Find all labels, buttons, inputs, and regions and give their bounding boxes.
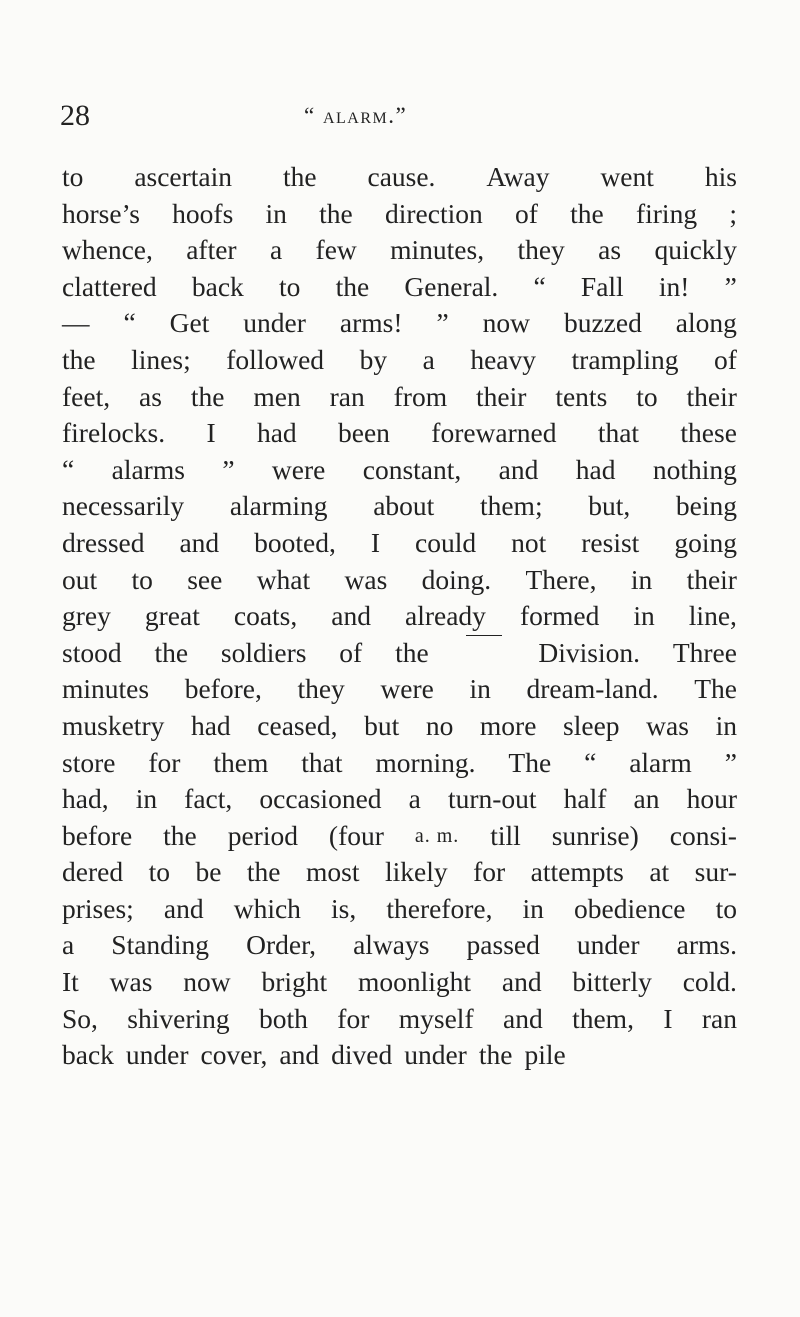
word: dream-land. — [526, 673, 659, 705]
word: from — [393, 380, 448, 412]
word: buzzed — [563, 307, 642, 339]
text-line — [62, 305, 737, 342]
word: now — [183, 966, 231, 998]
text-line — [62, 708, 737, 745]
word: myself — [398, 1002, 474, 1034]
word: consi- — [669, 819, 737, 851]
word: cold. — [682, 966, 737, 998]
word: the — [163, 819, 197, 851]
word: under — [243, 307, 306, 339]
word: by — [359, 343, 388, 375]
word: firelocks. — [62, 417, 166, 449]
word: dered — [62, 856, 124, 888]
word: trampling — [571, 343, 679, 375]
word: store — [62, 746, 116, 778]
text-line — [62, 598, 737, 635]
word: hour — [686, 783, 737, 815]
word: attempts — [530, 856, 624, 888]
running-title: “ alarm.” — [304, 103, 408, 128]
text-line — [62, 415, 737, 452]
word: being — [675, 490, 737, 522]
word: always — [353, 929, 430, 961]
word: but, — [588, 490, 631, 522]
word: clattered — [62, 270, 157, 302]
word: is, — [331, 892, 357, 924]
text-line — [62, 562, 737, 599]
word: for — [148, 746, 181, 778]
word: that — [597, 417, 640, 449]
word: ” — [436, 307, 449, 339]
word: and — [179, 526, 220, 558]
word: see — [187, 563, 223, 595]
word: resist — [581, 526, 640, 558]
word: under — [404, 1039, 467, 1071]
word: in — [265, 197, 287, 229]
text-line — [62, 196, 737, 233]
word: constant, — [362, 453, 462, 485]
word: them — [213, 746, 269, 778]
word: firing — [635, 197, 698, 229]
word: of — [514, 197, 538, 229]
text-line — [62, 635, 737, 672]
word: therefore, — [386, 892, 493, 924]
text-line — [62, 891, 737, 928]
word: and — [498, 453, 539, 485]
text-line — [62, 964, 737, 1001]
word: was — [646, 709, 689, 741]
word: coats, — [233, 600, 298, 632]
word: moonlight — [357, 966, 472, 998]
word: an — [633, 783, 660, 815]
word: the — [62, 343, 96, 375]
word: to — [636, 380, 658, 412]
word: as — [598, 234, 622, 266]
word: be — [195, 856, 222, 888]
small-caps-abbrev: a. m. — [414, 824, 460, 847]
word: the — [570, 197, 604, 229]
word: arms! — [339, 307, 403, 339]
word: prises; — [62, 892, 134, 924]
word: the — [478, 1039, 513, 1071]
word: the — [190, 380, 225, 412]
word: to — [715, 892, 737, 924]
word: line, — [688, 600, 737, 632]
word: their — [686, 563, 737, 595]
word: There, — [525, 563, 597, 595]
word: passed — [466, 929, 540, 961]
word: Away — [486, 161, 550, 192]
word: under — [576, 929, 640, 961]
word: the — [154, 636, 189, 668]
word: General. — [404, 270, 499, 302]
word: feet, — [62, 380, 111, 412]
word: had — [190, 709, 231, 741]
word: ascertain — [134, 161, 233, 192]
word: went — [600, 161, 654, 192]
text-line — [62, 818, 737, 855]
word: most — [305, 856, 360, 888]
word: under — [125, 1039, 189, 1071]
word: whence, — [62, 234, 153, 266]
word: Three — [672, 636, 737, 668]
word: Standing — [111, 929, 210, 961]
word: his — [704, 161, 737, 192]
body-text — [62, 159, 737, 1074]
word: to — [62, 161, 84, 192]
word: “ — [62, 453, 75, 485]
word: alarm — [629, 746, 692, 778]
word: alarming — [229, 490, 328, 522]
word: followed — [226, 343, 325, 375]
word: The — [508, 746, 552, 778]
word: but — [364, 709, 400, 741]
word: ; — [729, 197, 737, 229]
word: and — [502, 1002, 543, 1034]
word: tents — [555, 380, 608, 412]
word: these — [680, 417, 737, 449]
word: bright — [261, 966, 328, 998]
word: stood — [62, 636, 122, 668]
word: great — [144, 600, 200, 632]
word: alarms — [111, 453, 185, 485]
text-line — [62, 525, 737, 562]
text-line — [62, 1037, 737, 1074]
word: soldiers — [220, 636, 307, 668]
word: quickly — [654, 234, 737, 266]
word: minutes, — [390, 234, 485, 266]
word: direction — [384, 197, 483, 229]
word: sleep — [563, 709, 620, 741]
word: The — [694, 673, 737, 705]
word: I — [206, 417, 216, 449]
word: of — [339, 636, 363, 668]
word: booted, — [254, 526, 336, 558]
word: till — [490, 819, 521, 851]
word: musketry — [62, 709, 165, 741]
word: occasioned — [259, 783, 382, 815]
word: was — [109, 966, 153, 998]
word: that — [301, 746, 343, 778]
word: had, — [62, 783, 109, 815]
word: not — [511, 526, 547, 558]
word: bitterly — [572, 966, 652, 998]
word: in — [135, 783, 158, 815]
word: dressed — [62, 526, 145, 558]
word: been — [338, 417, 390, 449]
word: heavy — [470, 343, 537, 375]
word: back — [62, 1039, 114, 1071]
word: — — [62, 307, 90, 339]
word: could — [415, 526, 477, 558]
word: and — [163, 892, 204, 924]
word: ran — [329, 380, 365, 412]
word: both — [259, 1002, 308, 1034]
word: “ — [533, 270, 546, 302]
word: for — [337, 1002, 370, 1034]
text-line — [62, 1001, 737, 1038]
word: and — [331, 600, 371, 632]
word: out — [62, 563, 98, 595]
word: I — [370, 526, 381, 558]
word: ” — [222, 453, 235, 485]
word: before, — [184, 673, 262, 705]
word: along — [675, 307, 737, 339]
word: obedience — [574, 892, 686, 924]
word: ” — [724, 270, 737, 302]
text-line — [62, 269, 737, 306]
word: more — [479, 709, 537, 741]
word: were — [380, 673, 434, 705]
word: now — [482, 307, 530, 339]
word: nothing — [652, 453, 737, 485]
word: It — [62, 966, 79, 998]
word: no — [425, 709, 454, 741]
word: Get — [169, 307, 210, 339]
word: were — [271, 453, 326, 485]
word: in — [715, 709, 737, 741]
word: the — [335, 270, 370, 302]
word: period — [227, 819, 298, 851]
word: to — [278, 270, 301, 302]
word: turn-out — [447, 783, 537, 815]
word: to — [131, 563, 153, 595]
word: a — [269, 234, 283, 266]
page-header — [60, 96, 760, 136]
word: in — [630, 563, 653, 595]
word: likely — [384, 856, 448, 888]
word: to — [148, 856, 170, 888]
page-number: 28 — [60, 99, 90, 132]
word: few — [315, 234, 357, 266]
word: grey — [62, 600, 111, 632]
text-line — [62, 927, 737, 964]
text-line — [62, 745, 737, 782]
text-line — [62, 159, 737, 196]
word: had — [256, 417, 297, 449]
text-line — [62, 671, 737, 708]
word: in! — [658, 270, 690, 302]
text-line — [62, 342, 737, 379]
word: “ — [584, 746, 597, 778]
word: minutes — [62, 673, 150, 705]
word: horse’s — [62, 197, 140, 229]
word: Order, — [246, 929, 317, 961]
word: going — [674, 526, 737, 558]
word: formed — [519, 600, 600, 632]
text-line — [62, 232, 737, 269]
blank-dash — [466, 635, 502, 668]
word: a — [422, 343, 435, 375]
word: already — [405, 600, 486, 632]
word: morning. — [375, 746, 476, 778]
word: (four — [328, 819, 384, 851]
word: a — [62, 929, 75, 961]
word: their — [476, 380, 527, 412]
word: back — [191, 270, 244, 302]
word: cover, — [200, 1039, 268, 1071]
word: what — [256, 563, 311, 595]
text-line — [62, 781, 737, 818]
word: at — [649, 856, 670, 888]
word: in — [469, 673, 491, 705]
word: of — [714, 343, 737, 375]
word: men — [253, 380, 301, 412]
word: in — [633, 600, 655, 632]
word: ran — [701, 1002, 737, 1034]
text-line — [62, 854, 737, 891]
word: the — [246, 856, 281, 888]
word: and — [279, 1039, 320, 1071]
word: them; — [479, 490, 543, 522]
word: arms. — [676, 929, 737, 961]
word: before — [62, 819, 133, 851]
word: doing. — [421, 563, 492, 595]
word: sunrise) — [551, 819, 639, 851]
word: dived — [331, 1039, 393, 1071]
word: half — [563, 783, 607, 815]
text-line — [62, 452, 737, 489]
word: after — [186, 234, 237, 266]
word: shivering — [127, 1002, 230, 1034]
word: ceased, — [257, 709, 338, 741]
word: they — [517, 234, 565, 266]
word: sur- — [694, 856, 737, 888]
word: So, — [62, 1002, 98, 1034]
text-line — [62, 488, 737, 525]
word: the — [395, 636, 429, 668]
word: and — [501, 966, 542, 998]
word: the — [319, 197, 353, 229]
word: a — [408, 783, 421, 815]
word: had — [575, 453, 616, 485]
word: “ — [123, 307, 136, 339]
word: necessarily — [62, 490, 185, 522]
word: in — [522, 892, 544, 924]
word: they — [297, 673, 345, 705]
word: for — [473, 856, 506, 888]
word: which — [233, 892, 301, 924]
word: as — [139, 380, 162, 412]
word: forewarned — [431, 417, 557, 449]
word: them, — [572, 1002, 634, 1034]
word: lines; — [131, 343, 191, 375]
word: pile — [524, 1039, 566, 1071]
text-line — [62, 379, 737, 416]
word: I — [663, 1002, 673, 1034]
word: the — [282, 161, 317, 192]
word: cause. — [367, 161, 436, 192]
word: ” — [724, 746, 737, 778]
word: about — [373, 490, 435, 522]
word: was — [344, 563, 388, 595]
word: fact, — [184, 783, 233, 815]
word: Division. — [538, 636, 640, 668]
word: Fall — [580, 270, 624, 302]
word: hoofs — [172, 197, 234, 229]
word: their — [686, 380, 737, 412]
